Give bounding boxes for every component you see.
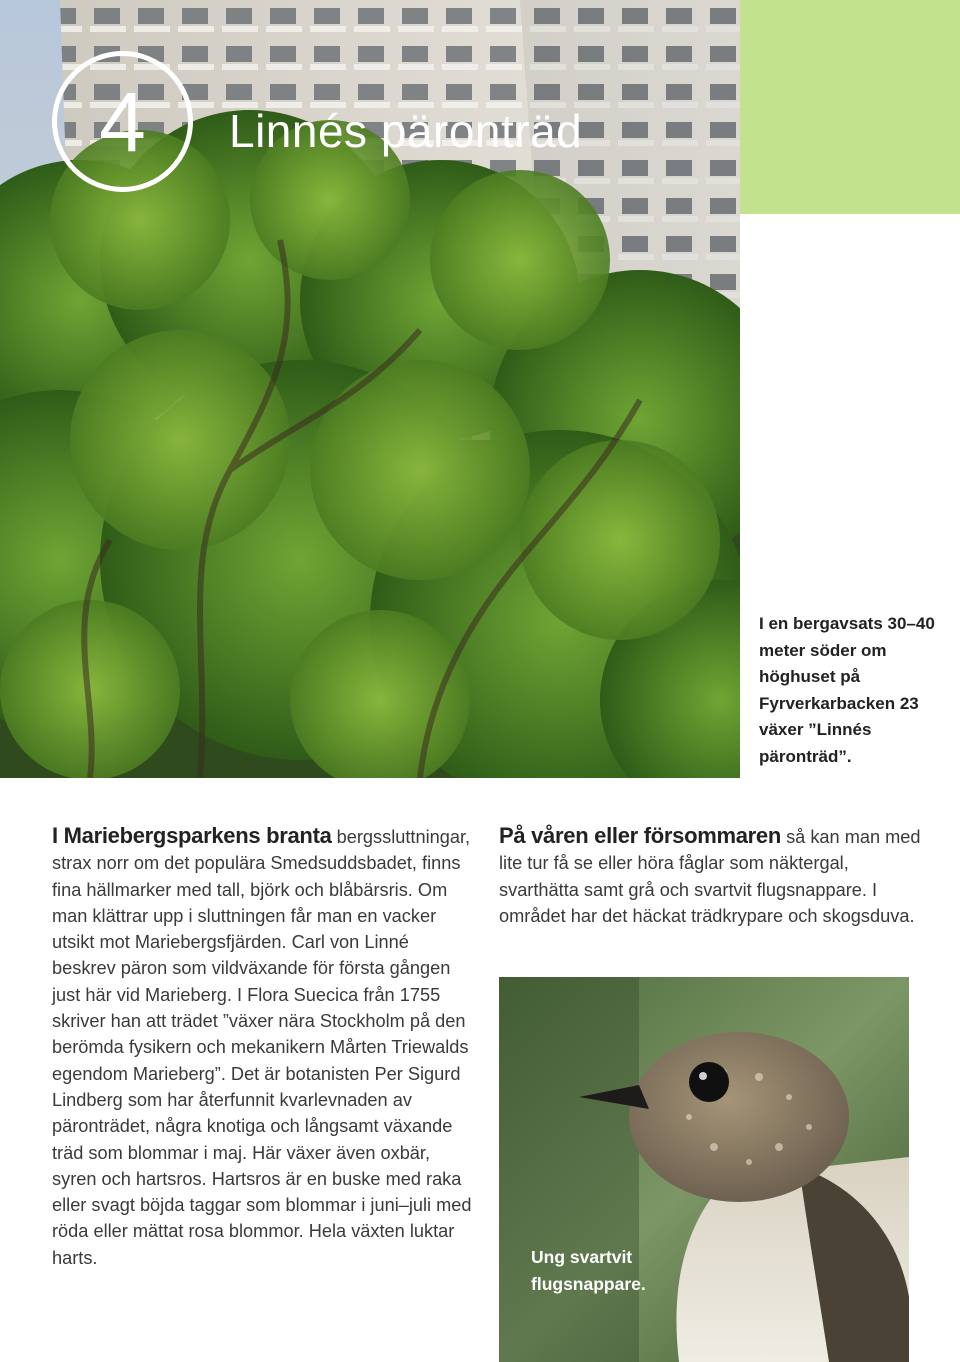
right-column-text xyxy=(499,823,929,929)
bird-photo xyxy=(499,977,909,1362)
page-title: Linnés päronträd xyxy=(229,105,583,157)
left-body: bergssluttningar, strax norr om det populära Smedsuddsbadet, finns fina hällmarker med tall, björk och blåbärsris. Om man klättrar upp i sluttningen får man en vacker utsikt mot Mariebergsfjärden. Carl von Linné beskrev päron som vildväxande för första gången just här vid Marieberg. I Flora Suecica från 1755 skriver han att trädet ”växer nära Stockholm på den berömda fysikern och mekanikern Mårten Triewalds egendom Marieberg”. Det är botanisten Per Sigurd Lindberg som har återfunnit kvarlevnaden av päronträdet, några knotiga och långsamt växande träd som blommar i maj. Här växer även oxbär, syren och hartsros. Hartsros är en buske med raka eller svagt böjda taggar som blommar i juni–juli med röda eller mättat rosa blommor. Hela växten luktar harts. xyxy=(52,827,472,1268)
chapter-number-badge xyxy=(52,51,193,192)
left-lead: I Mariebergsparkens branta xyxy=(52,823,332,848)
accent-green-block xyxy=(740,0,960,214)
photo-caption: I en bergavsats 30–40 meter söder om höghuset på Fyrverkarbacken 23 växer ”Linnés päronträd”. xyxy=(759,614,935,766)
flycatcher-illustration xyxy=(499,977,909,1362)
bird-caption: Ung svartvit flugsnappare. xyxy=(531,1247,646,1294)
left-column-text xyxy=(52,823,472,1271)
right-body: så kan man med lite tur få se eller höra fåglar som näktergal, svarthätta samt grå och svartvit flugsnappare. I området har det häckat trädkrypare och skogsduva. xyxy=(499,827,921,926)
right-lead: På våren eller försommaren xyxy=(499,823,782,848)
chapter-number: 4 xyxy=(99,74,146,169)
